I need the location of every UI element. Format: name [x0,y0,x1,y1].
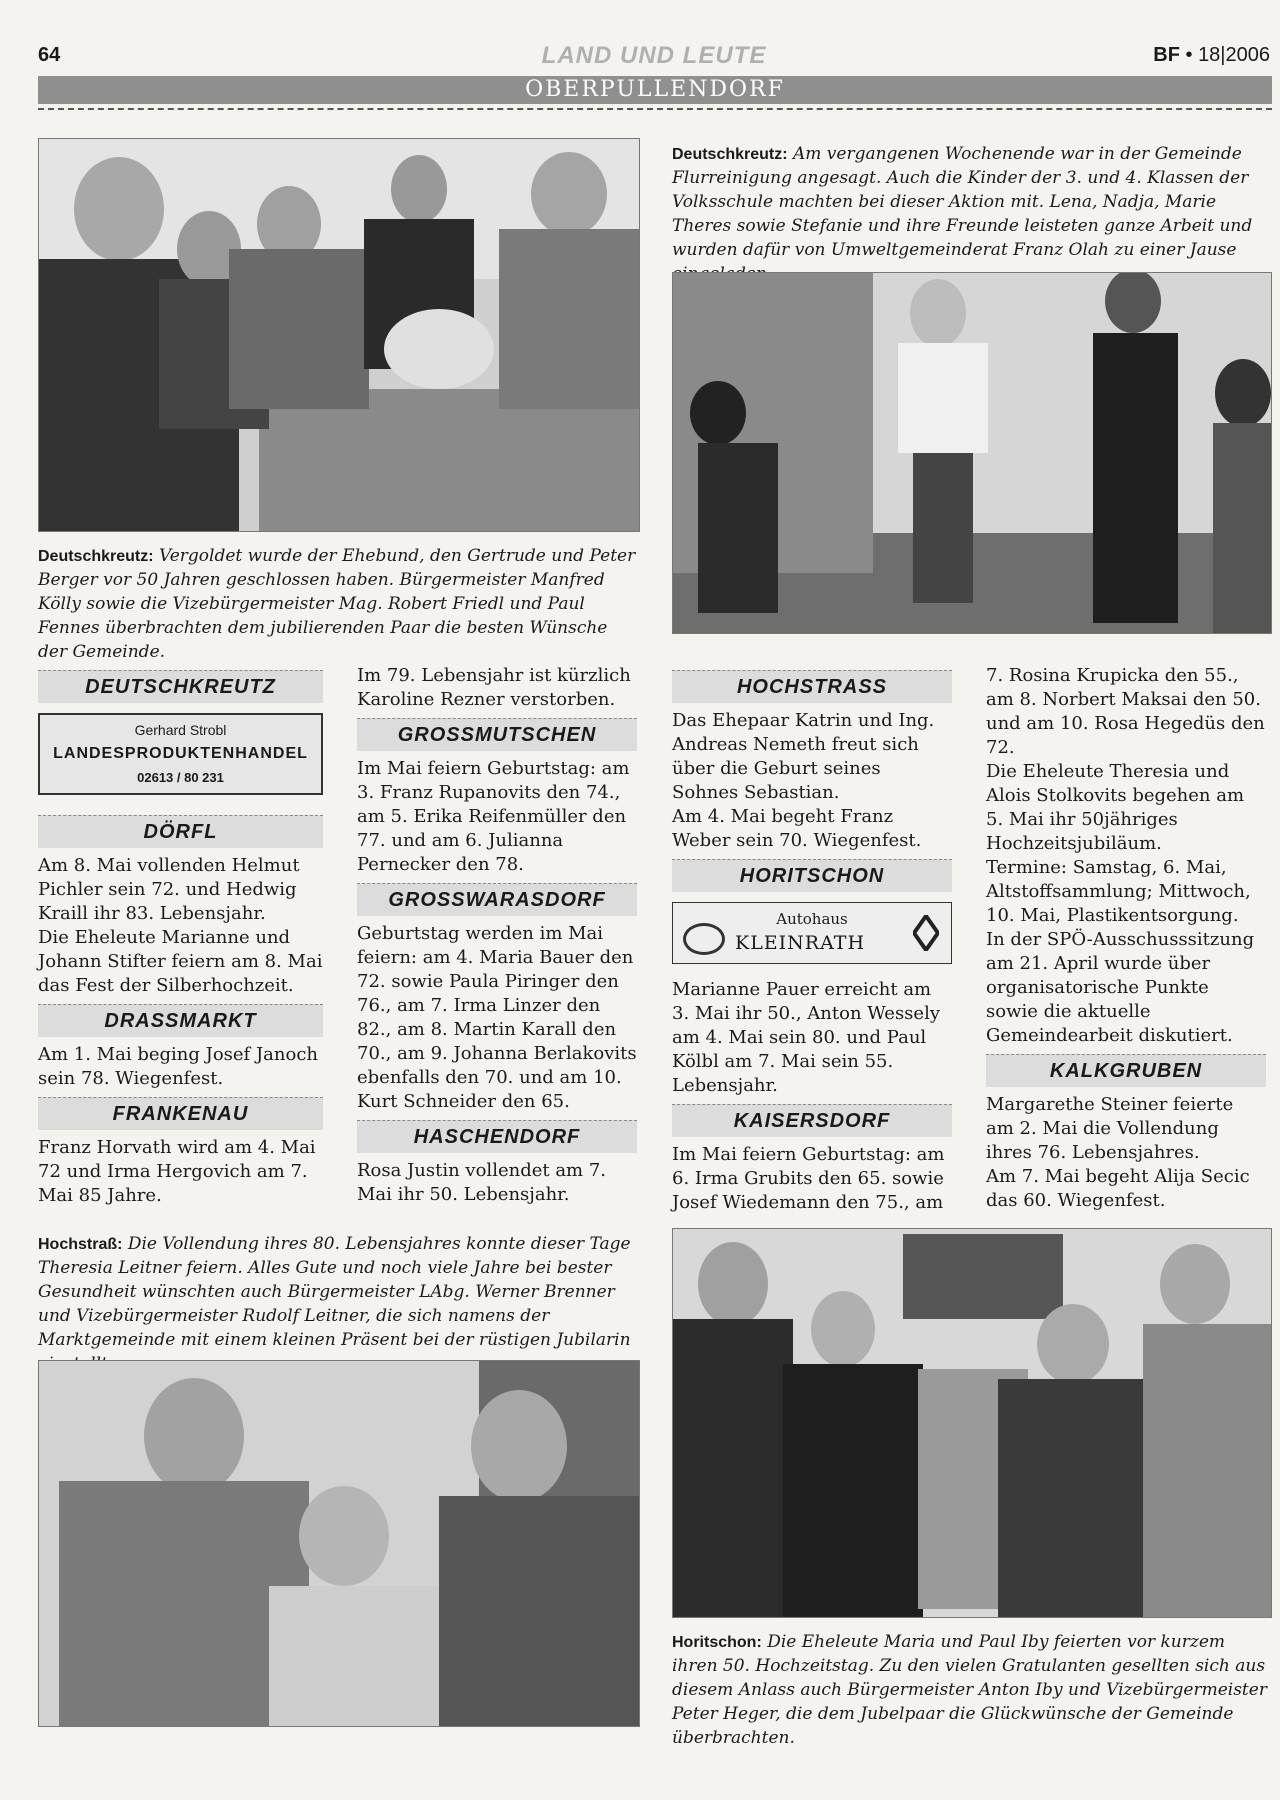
heading-horitschon: HORITSCHON [672,859,952,892]
caption-lead: Deutschkreutz: [38,548,154,565]
text-kaisersdorf: Im Mai feiern Geburtstag: am 6. Irma Grubits den 65. sowie Josef Wiedemann den 75., am [672,1144,945,1213]
heading-grossmutschen: GROSSMUTSCHEN [357,718,637,751]
text-deutschkreutz-obituary: Im 79. Lebensjahr ist kürzlich Karoline Rezner verstorben. [357,665,631,710]
column-3 [672,664,952,1215]
text-hochstrass-birth: Das Ehepaar Katrin und Ing. Andreas Nemeth freut sich über die Geburt seines Sohnes Sebastian. [672,710,935,803]
text-grosswarasdorf: Geburtstag werden im Mai feiern: am 4. Maria Bauer den 72. sowie Paula Piringer den 76., am 7. Irma Linzer den 82., am 8. Martin Karall den 70., am 9. Johanna Berlakovits ebenfalls den 70. und am 10. Kurt Schneider den 65. [357,923,637,1112]
text-drassmarkt: Am 1. Mai beging Josef Janoch sein 78. Wiegenfest. [38,1044,318,1089]
text-grossmutschen: Im Mai feiern Geburtstag: am 3. Franz Rupanovits den 74., am 5. Erika Reifenmüller den 77. und am 6. Julianna Pernecker den 78. [357,758,630,875]
heading-grosswarasdorf: GROSSWARASDORF [357,883,637,916]
text-doerfl-birthdays: Am 8. Mai vollenden Helmut Pichler sein 72. und Hedwig Kraill ihr 83. Lebensjahr. [38,855,300,924]
photo-school-children-cleanup [672,272,1272,634]
caption-lead: Hochstraß: [38,1236,123,1253]
page-number: 64 [38,44,61,66]
heading-drassmarkt: DRASSMARKT [38,1004,323,1037]
issue-separator: • [1185,44,1193,66]
caption-hochstrass-80th [38,1232,638,1376]
text-frankenau: Franz Horvath wird am 4. Mai 72 und Irma Hergovich am 7. Mai 85 Jahre. [38,1137,316,1206]
text-kalkgruben-birthday: Margarethe Steiner feierte am 2. Mai die Vollendung ihres 76. Lebensjahres. [986,1094,1234,1163]
ad-autohaus-kleinrath [672,902,952,964]
text-kaisersdorf-cont: 7. Rosina Krupicka den 55., am 8. Norbert Maksai den 50. und am 10. Rosa Hegedüs den 72. [986,665,1265,758]
caption-lead: Deutschkreutz: [672,146,788,163]
caption-text: Die Vollendung ihres 80. Lebensjahres konnte dieser Tage Theresia Leitner feiern. Alles Gute und noch viele Jahre bei bester Gesundheit wünschten auch Bürgermeister LAbg. Werner Brenner und Vizebürgermeister Rudolf Leitner, die sich namens der Marktgemeinde mit einem kleinen Präsent bei der rüstigen Jubilarin [38,1234,631,1350]
caption-iby-anniversary [672,1630,1270,1750]
ad-name: KLEINRATH [735,932,866,954]
caption-text: Am vergangenen Wochenende war in der Gemeinde Flurreinigung angesagt. Auch die Kinder der 3. und 4. Klassen der Volksschule machten bei dieser Aktion mit. Lena, Nadja, Marie Theres sowie Stefanie und ihre Freunde leisteten ganze Arbeit und wurden dafür von Umweltgemeinderat Franz Olah zu einer Jause [672,144,1253,260]
heading-kaisersdorf: KAISERSDORF [672,1104,952,1137]
ad-label: Autohaus [776,910,848,928]
caption-lead: Horitschon: [672,1634,762,1651]
issue-brand: BF [1153,44,1180,66]
heading-frankenau: FRANKENAU [38,1097,323,1130]
ad-owner: Gerhard Strobl [134,722,227,738]
column-2 [357,664,637,1207]
column-1 [38,664,323,1208]
heading-hochstrass: HOCHSTRASS [672,670,952,703]
ad-title: LANDESPRODUKTENHANDEL [53,745,308,762]
photo-theresia-leitner [38,1360,640,1727]
text-hochstrass-birthday: Am 4. Mai begeht Franz Weber sein 70. Wiegenfest. [672,806,922,851]
text-doerfl-anniversary: Die Eheleute Marianne und Johann Stifter feiern am 8. Mai das Fest der Silberhochzeit. [38,927,323,996]
heading-haschendorf: HASCHENDORF [357,1120,637,1153]
section-title: LAND UND LEUTE [541,42,767,69]
text-termine: Termine: Samstag, 6. Mai, Altstoffsammlung; Mittwoch, 10. Mai, Plastikentsorgung. [986,857,1251,926]
photo-golden-wedding-deutschkreutz [38,138,640,532]
heading-doerfl: DÖRFL [38,815,323,848]
issue-number: 18|2006 [1198,44,1270,66]
header-divider [38,108,1272,110]
ad-phone: 02613 / 80 231 [137,770,224,785]
ad-landesproduktenhandel [38,713,323,795]
text-kalkgruben-secic: Am 7. Mai begeht Alija Secic das 60. Wiegenfest. [986,1166,1250,1211]
issue-info [1153,44,1270,67]
text-stolkovits-anniversary: Die Eheleute Theresia und Alois Stolkovits begehen am 5. Mai ihr 50jähriges Hochzeitsjubiläum. [986,761,1245,854]
column-4 [986,664,1266,1213]
text-spoe-meeting: In der SPÖ-Ausschusssitzung am 21. April wurde über organisatorische Punkte sowie die aktuelle Gemeindearbeit diskutiert. [986,929,1255,1046]
caption-golden-wedding [38,544,638,664]
region-band: OBERPULLENDORF [38,76,1272,104]
photo-iby-anniversary [672,1228,1272,1618]
caption-flurreinigung [672,142,1267,286]
caption-text: Die Eheleute Maria und Paul Iby feierten vor kurzem ihren 50. Hochzeitstag. Zu den vielen Gratulanten gesellten sich aus diesem Anlass auch Bürgermeister Anton Iby und Vizebürgermeister Peter Heger, die dem Jubelpaar die Glückwünsche der Gemeinde überbrachten. [672,1632,1267,1748]
text-horitschon: Marianne Pauer erreicht am 3. Mai ihr 50., Anton Wessely am 4. Mai sein 80. und Paul Kölbl am 7. Mai sein 55. Lebensjahr. [672,979,940,1096]
heading-deutschkreutz: DEUTSCHKREUTZ [38,670,323,703]
renault-logo-icon [913,915,939,951]
caption-text: Vergoldet wurde der Ehebund, den Gertrude und Peter Berger vor 50 Jahren geschlossen haben. Bürgermeister Manfred Kölly sowie die Vizebürgermeister Mag. Robert Friedl und Paul Fennes überbrachten dem jubilierenden Paar die besten Wünsche der Gemeinde. [38,546,636,662]
heading-kalkgruben: KALKGRUBEN [986,1054,1266,1087]
page-header [38,42,1270,72]
text-haschendorf: Rosa Justin vollendet am 7. Mai ihr 50. Lebensjahr. [357,1160,607,1205]
